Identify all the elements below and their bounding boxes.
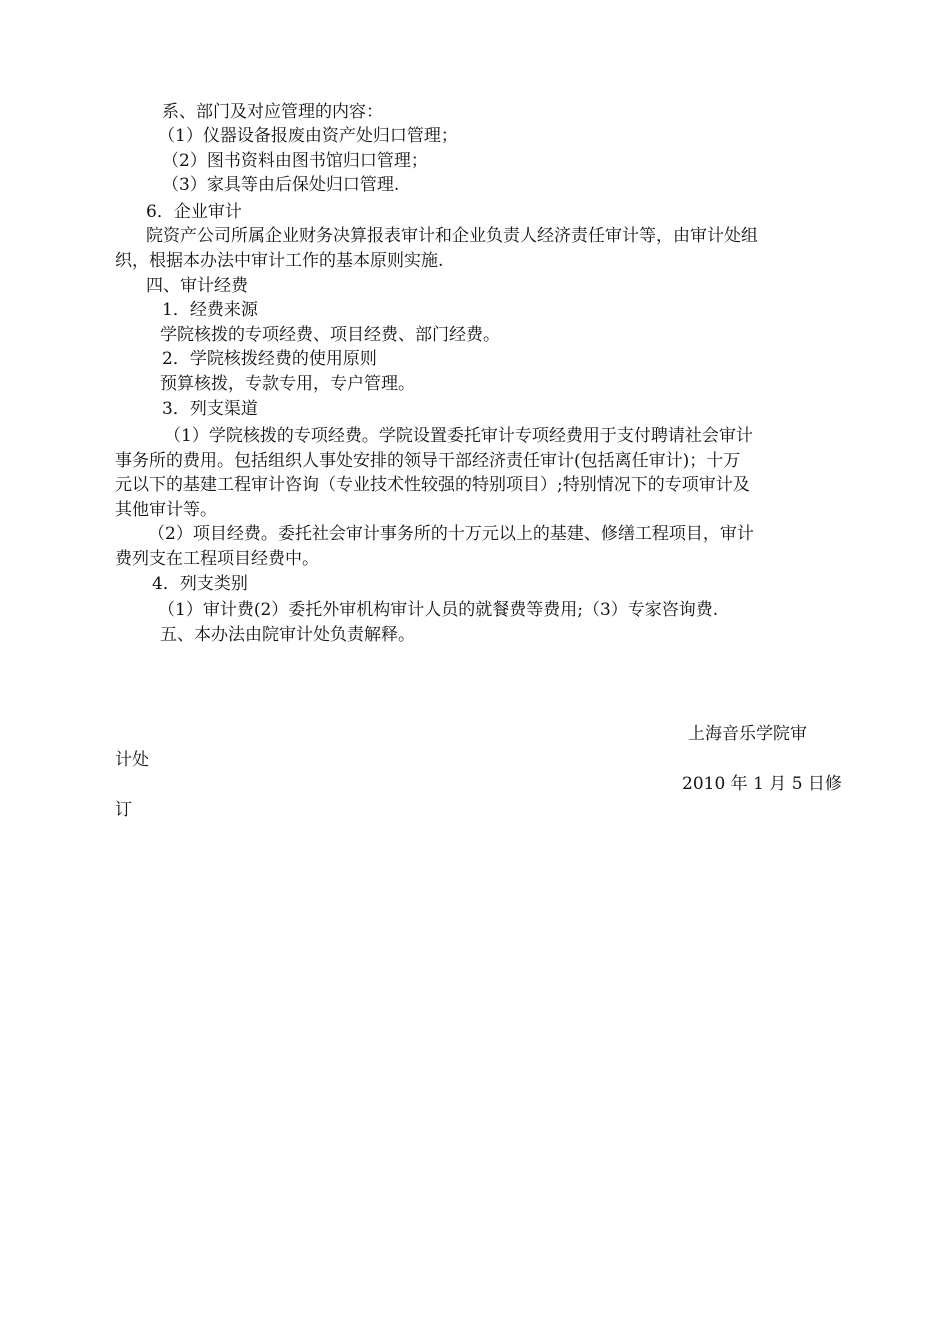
- signature-org: 上海音乐学院审: [688, 724, 807, 744]
- text-line: 学院核拨的专项经费、项目经费、部门经费。: [160, 325, 500, 345]
- text-line: 织，根据本办法中审计工作的基本原则实施.: [115, 251, 444, 271]
- text-line: 费列支在工程项目经费中。: [115, 549, 319, 569]
- text-line: 其他审计等。: [115, 500, 217, 520]
- text-line: （2）项目经费。委托社会审计事务所的十万元以上的基建、修缮工程项目，审计: [148, 524, 754, 544]
- text-line: 院资产公司所属企业财务决算报表审计和企业负责人经济责任审计等，由审计处组: [146, 226, 758, 246]
- text-line: 五、本办法由院审计处负责解释。: [160, 625, 415, 645]
- text-line: （3）家具等由后保处归口管理.: [162, 175, 400, 195]
- subsection-heading: 4．列支类别: [152, 574, 248, 594]
- signature-date: 2010 年 1 月 5 日修: [682, 774, 842, 794]
- text-line: 预算核拨，专款专用，专户管理。: [160, 374, 415, 394]
- text-line: （1）学院核拨的专项经费。学院设置委托审计专项经费用于支付聘请社会审计: [164, 426, 753, 446]
- subsection-heading: 3．列支渠道: [162, 399, 258, 419]
- subsection-heading: 1．经费来源: [162, 300, 258, 320]
- text-line: （2）图书资料由图书馆归口管理；: [162, 151, 428, 171]
- section-heading: 6．企业审计: [146, 202, 242, 222]
- text-line: 系、部门及对应管理的内容：: [162, 102, 383, 122]
- text-line: 元以下的基建工程审计咨询（专业技术性较强的特别项目）;特别情况下的专项审计及: [115, 475, 750, 495]
- text-line: 事务所的费用。包括组织人事处安排的领导干部经济责任审计(包括离任审计)；十万: [115, 451, 741, 471]
- text-line: （1）审计费(2）委托外审机构审计人员的就餐费等费用;（3）专家咨询费.: [158, 600, 719, 620]
- subsection-heading: 2．学院核拨经费的使用原则: [162, 349, 377, 369]
- signature-org: 计处: [115, 750, 149, 770]
- text-line: （1）仪器设备报废由资产处归口管理；: [158, 126, 458, 146]
- section-heading: 四、审计经费: [146, 276, 248, 296]
- signature-date: 订: [115, 800, 132, 820]
